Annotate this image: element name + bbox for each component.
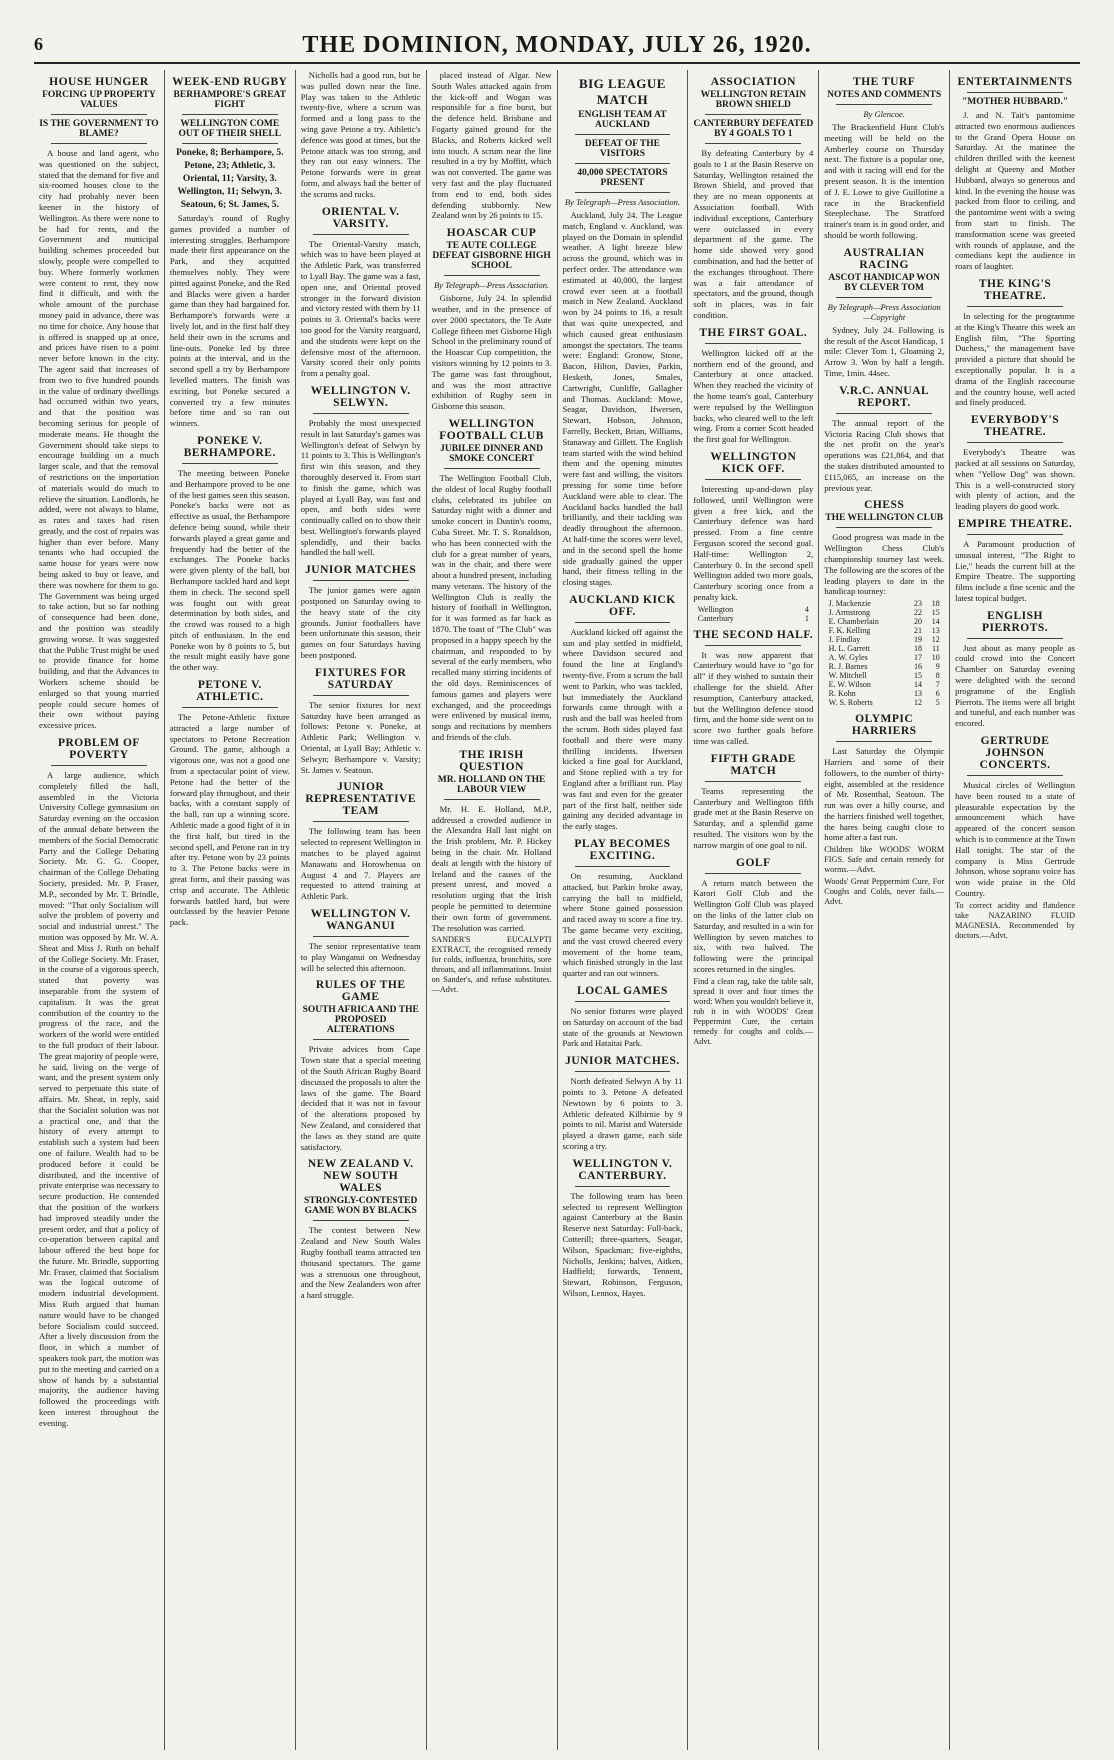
games-played: 16 [914,662,923,672]
page-number: 6 [34,34,43,54]
rule-divider [51,765,147,766]
rule-divider [575,622,671,623]
rule-divider [967,534,1063,535]
paragraph: The contest between New Zealand and New South Wales Rugby football teams attracted ten thousand spectators. The game was a strenuous one throughout, and the New Zealanders won after a hard struggle. [300,1225,421,1301]
headline: WELLINGTON V. CANTERBURY. [572,1157,673,1182]
headline: EVERYBODY'S THEATRE. [970,414,1060,439]
games-won: 8 [935,671,940,681]
subheadline: WELLINGTON RETAIN BROWN SHIELD [700,90,807,110]
headline: PETONE V. ATHLETIC. [196,679,264,704]
score-table [696,605,811,623]
article-text [39,770,159,1429]
team-name: Wellington [697,604,734,614]
headline: THE IRISH QUESTION [459,748,524,773]
article-text [301,826,421,902]
article-text [301,1044,421,1152]
paragraph: Saturday's round of Rugby games provided a number of interesting struggles. Berhampore made their first appearance on the Park, and they acquitted themselves nobly. They were pitted against Poneke, and the Red and Blacks were given a harder game than they had bargained for. Berhampore's forwards were a lively lot, and in the first half they held their own in the scrums and line-outs. Poneke led by three points at the interval, and in the second spell a try by Berhampore levelled matters. The finish was exciting, but Poneke secured a converted try a few minutes before time and so ran out winners. [169,213,290,429]
rule-divider [313,1220,409,1221]
chess-row [827,644,942,653]
paragraph: Wellington kicked off at the northern end of the ground, and Canterbury at once attacked. When they reached the vicinity of the home team's goal, Canterbury were repulsed by the Wellington backs, who cleared well to the left wing. From a corner Scott headed the first goal for Wellington. [693,347,814,445]
subheadline: WELLINGTON COME OUT OF THEIR SHELL [178,119,282,139]
paragraph: The Oriental-Varsity match, which was to have been played at the Athletic Park, was transferred to Lyall Bay. The game was a fast, open one, and Oriental proved stronger in the forward division and victory rested with them by 11 points to 3. Oriental's backs were too good for the Varsity rearguard, and the students were kept on the defensive most of the afternoon. Varsity scored their only points from a penalty goal. [300,238,421,379]
masthead [34,32,1080,64]
headline: THE KING'S THEATRE. [978,277,1052,302]
byline: By Telegraph—Press Association. [433,280,550,291]
rule-divider [575,134,671,135]
headline: THE SECOND HALF. [693,628,814,641]
headline: FIFTH GRADE MATCH [710,752,796,777]
games-played: 18 [914,644,923,654]
article-text [301,70,421,200]
rule-divider [575,1001,671,1002]
article-text [563,1191,683,1299]
games-won: 6 [935,689,940,699]
player-name: W. S. Roberts [828,698,873,708]
chess-row [827,671,942,680]
paragraph: Gisborne, July 24. In splendid weather, and in the presence of over 2000 spectators, the Te Aute College fifteen met Gisborne High School in the preliminary round of the Hoascar Cup competition, the visitors winning by 12 points to 3. The game was fast throughout, and was the most attractive exhibition of Rugby seen in Gisborne this season. [431,293,552,412]
paragraph: On resuming, Auckland attacked, but Parkin broke away, carrying the ball to midfield, where Stone gained possession and raced away to score a fine try. The game became very exciting, and the vast crowd cheered every movement of the home team, which finished strongly in the last quarter and ran out winners. [562,871,683,979]
rule-divider [705,343,801,344]
match-result: Poneke, 8; Berhampore, 5. [176,148,284,158]
subheadline: IS THE GOVERNMENT TO BLAME? [39,119,159,139]
paragraph: No senior fixtures were played on Saturday on account of the bad state of the grounds at Newtown Park and Hataitai Park. [562,1006,683,1049]
games-won: 9 [935,662,940,672]
paragraph: placed instead of Algar. New South Wales attacked again from the kick-off and Wogan was responsible for a fine burst, but the defence held. Brisbane and Fogarty gained ground for the Blacks, and Roberts kicked well into touch. A scrum near the line resulted in a try by Moffitt, which was not converted. The game was very fast and the play fluctuated from end to end, both sides defending stubbornly. New Zealand won by 26 points to 15. [431,70,552,221]
column-6 [687,70,818,1750]
headline: NEW ZEALAND V. NEW SOUTH WALES [307,1158,414,1195]
games-won: 12 [931,635,940,645]
rule-divider [836,104,932,105]
subheadline: MR. HOLLAND ON THE LABOUR VIEW [437,774,546,795]
match-result: Wellington, 11; Selwyn, 3. [177,187,283,197]
chess-scores-table [827,599,942,707]
games-played: 15 [914,671,923,681]
paragraph: It was now apparent that Canterbury would have to "go for all" if they wished to sustain their challenge for the shield. After resumption, Canterbury attacked, but the Wellington defence stood firm, and the home side went on to score two further goals before time was called. [693,649,814,747]
article-text [432,804,552,934]
headline: WELLINGTON FOOTBALL CLUB [439,417,544,442]
subheadline: "MOTHER HUBBARD." [962,97,1069,107]
chess-row [827,599,942,608]
rule-divider [313,580,409,581]
rule-divider [575,163,671,164]
rule-divider [575,1071,671,1072]
paragraph: Auckland, July 24. The League match, England v. Auckland, was played on the Domain in splendid weather. A light breeze blew across the ground, which was in perfect order. The attendance was estimated at 40,000, the largest crowd ever seen at a football match in New Zealand. Auckland won by 24 points to 16, a result that was quite unexpected, and which caused great enthusiasm amongst the spectators. The teams were: England: Gronow, Stone, Bacon, Hilton, Davies, Parkin, Hesketh, Jones, Smales, Cartwright, Cunliffe, Gallagher and Thomas. Auckland: Mowe, Seagar, Davidson, Ifwersen, Stewart, Hobson, Johnson, Farrelly, Beckett, Brian, Williams, Stanaway and Gillett. The English team started with the wind behind them and the opening minutes were fast and willing, the visitors pressing for some time before Auckland were able to clear. The Auckland backs handled the ball brilliantly, and their tackling was deadly throughout the afternoon. At half-time the scores were level, and in the second spell the home side gradually gained the upper hand, their fitness telling in the closing stages. [562,210,683,588]
player-name: W. Mitchell [828,671,867,681]
headline: JUNIOR MATCHES [305,564,417,577]
chess-row [827,680,942,689]
headline: HOASCAR CUP [446,227,537,240]
article-text [563,627,683,832]
rule-divider [836,741,932,742]
chess-row [827,662,942,671]
headline: GOLF [736,856,771,869]
article-text [955,311,1075,408]
article-text [824,532,944,597]
rule-divider [575,192,671,193]
article-text [170,213,290,429]
article-text [301,418,421,558]
player-name: J. Mackenzie [828,599,871,609]
rule-divider [51,114,147,115]
article-text [301,941,421,973]
chess-row [827,653,942,662]
headline: AUCKLAND KICK OFF. [569,593,676,618]
chess-row [827,635,942,644]
rule-divider [182,143,278,144]
column-1 [34,70,164,1750]
headline: ASSOCIATION [710,76,796,88]
article-text [170,712,290,928]
chess-row [827,626,942,635]
paragraph: A house and land agent, who was questioned on the subject, stated that the demand for five and six-roomed houses close to the city had probably never been keener in the history of Wellington. As there were none to be had for rents, and the Government and municipal building schemes proceeded but slowly, people were compelled to buy. Where formerly workmen were content to rent, they now find it difficult, and with the whole amount of the purchase money paid in advance, there was no time for choice. Any house that is offered is snapped up at once, and prices have risen to a point never before known in the city. The agent said that increases of from two to five hundred pounds in the value of ordinary dwellings had occurred within two years, and that the position was becoming serious for people of moderate means. He thought the Government should take steps to encourage building on a much larger scale, and that the removal of restrictions on the importation of materials would do much to relieve the situation. Landlords, he added, were not always to blame, as rates and taxes had risen greatly, and the cost of repairs was higher than ever before. Many tenants who had occupied the same house for years were now being asked to buy or leave, and there was nowhere for them to go. The Government was being urged to take action, but so far nothing of consequence had been done, and the position was steadily growing worse. It was suggested that the Public Trust might be used to provide finance for home building, and that the Advances to Workers scheme should be enlarged so that young married people could secure homes of their own without paying excessive prices. [39,148,159,731]
article-text [301,1225,421,1301]
rule-divider [444,275,540,276]
player-name: E. Chamberlain [828,617,879,627]
rule-divider [51,143,147,144]
chess-row [827,689,942,698]
paragraph: The junior games were again postponed on Saturday owing to the heavy state of the city grounds. Junior footballers have been unfortunate this season, their games on four Saturdays having been postponed. [300,585,421,661]
article-text [693,650,813,747]
chess-row [827,698,942,707]
newspaper-title: THE DOMINION, MONDAY, JULY 26, 1920. [302,32,812,58]
paragraph: The Petone-Athletic fixture attracted a large number of spectators to Petone Recreation Ground. The game, although a vigorous one, was not a good one from a spectacular point of view. Petone had the better of the forward play throughout, and their backs, with a constant supply of the ball, ran up a winning score. Athletic made a good fight of it in the first half, but tired in the second spell, and Petone ran in try after try. Petone won by 23 points to 3. The Petone backs were in great form, and their passing was crisp and accurate. The Athletic forwards battled hard, but were outclassed by the heavier Petone pack. [169,712,290,928]
headline: FIXTURES FOR SATURDAY [315,666,407,691]
headline: PONEKE V. BERHAMPORE. [183,434,276,459]
rule-divider [313,234,409,235]
rule-divider [705,873,801,874]
rule-divider [444,799,540,800]
article-text [693,786,813,851]
games-played: 14 [914,680,923,690]
byline: By Glencoe. [863,109,905,119]
headline: EMPIRE THEATRE. [957,517,1073,530]
games-played: 21 [914,626,923,636]
article-text [563,871,683,979]
column-8 [949,70,1080,1750]
article-text [824,325,944,379]
subheadline: DEFEAT OF THE VISITORS [584,139,660,159]
headline: JUNIOR REPRESENTATIVE TEAM [305,781,417,818]
article-text [39,148,159,731]
headline: PLAY BECOMES EXCITING. [574,838,671,863]
rule-divider [705,114,801,115]
headline: RULES OF THE GAME [315,979,406,1004]
byline: By Telegraph—Press Association—Copyright [827,301,941,322]
article-text [301,700,421,776]
games-played: 13 [914,689,923,699]
paragraph: Private advices from Cape Town state that a special meeting of the South African Rugby Board discussed the proposals to alter the laws of the game. The Board decided that it was not in favour of the alterations proposed by New Zealand, and considered that the laws as they stand are quite satisfactory. [300,1044,421,1152]
match-result: Seatoun, 6; St. James, 5. [180,200,279,210]
paragraph: Mr. H. E. Holland, M.P., addressed a crowded audience in the Alexandra Hall last night on the Irish problem, Mr. P. Hickey being in the chair. Mr. Holland dealt at length with the history of Ireland and the causes of the present unrest, and moved a resolution urging that the Irish people be permitted to determine their own form of government. The resolution was carried. [431,803,552,933]
headline: OLYMPIC HARRIERS [851,713,917,738]
headline: PROBLEM OF POVERTY [57,737,140,762]
subheadline: SOUTH AFRICA AND THE PROPOSED ALTERATIONS [302,1005,419,1036]
article-text [824,122,944,241]
paragraph: J. and N. Tait's pantomime attracted two enormous audiences to the Grand Opera House on Saturday. At the matinee the children thrilled with the keenest delight at Queeny and Mother Hubbard, always so generous and kind. In the evening the house was packed from floor to ceiling, and the pantomime went with a swing from start to finish. The transformation scene was greeted with rounds of applause, and the comedians kept the audience in roars of laughter. [955,110,1075,272]
rule-divider [182,463,278,464]
article-text [693,348,813,445]
headline: JUNIOR MATCHES. [565,1055,680,1068]
subheadline: THE WELLINGTON CLUB [825,513,944,524]
rule-divider [967,638,1063,639]
team-name: Canterbury [697,613,734,623]
advertisement: Find a clean rag, take the table salt, spread it over and four times the word: When you wouldn't believe it, rub it in with WOODS' Great Peppermint Cure, the certain remedy for coughs and colds.—Advt. [693,976,814,1046]
headline: AUSTRALIAN RACING [843,246,925,271]
rule-divider [705,143,801,144]
article-text [432,70,552,221]
paragraph: A large audience, which completely filled the hall, assembled in the Victoria University College gymnasium on Saturday evening on the occasion of the annual debate between the members of the Social Democratic Party and the College Debating Society. Mr. G. G. Cooper, chairman of the College Debating Society, presided. Mr. P. Fraser, M.P., seconded by Mr. T. Brindle, moved: "That only Socialism will solve the problem of poverty and social and industrial unrest." The motion was opposed by Mr. W. A. Sheat and Miss J. Ruth on behalf of the College Society. Mr. Fraser, in the course of a vigorous speech, stated that poverty was inseparable from the system of capitalism. It was the great contribution of the country to the progress of the race, and the workers of the world were entitled to the full product of their labour. The great majority of people were, he said, living on the verge of want, and the present system only served to perpetuate this state of affairs. Mr. Sheat, in reply, said that the Socialist solution was not a practical one, and that the history of every attempt to establish such a system had been one of failure. Wealth had to be produced before it could be distributed, and the incentive of private enterprise was necessary to secure production. He contended that the position of the workers had improved steadily under the present order, and that a policy of co-operation between capital and labour offered the best hope for the future. Mr. Brindle, supporting Mr. Fraser, claimed that Socialism was the logical outcome of modern industrial development. Miss Ruth argued that human nature would have to be changed before Socialism could succeed. After a lively discussion from the floor, in which a number of speakers took part, the motion was put to the meeting and carried on a show of hands by a substantial majority, the audience having followed the proceedings with keen interest throughout the evening. [39,770,159,1428]
columns [34,70,1080,1750]
column-4 [426,70,557,1750]
headline: WELLINGTON V. WANGANUI [310,908,411,933]
player-name: A. W. Gyles [828,653,868,663]
paragraph: Teams representing the Canterbury and Wellington fifth grade met at the Basin Reserve on Saturday, and a splendid game resulted. The visitors won by the narrow margin of one goal to nil. [693,785,814,850]
advertisement: Woods' Great Peppermint Cure, For Coughs and Colds, never fails.—Advt. [824,877,945,907]
headline: WEEK-END RUGBY [172,76,288,88]
headline: LOCAL GAMES [577,985,668,997]
paragraph: The Wellington Football Club, the oldest of local Rugby football clubs, celebrated its jubilee on Saturday night with a dinner and smoke concert in Dustin's rooms, Cuba Street. Mr. T. S. Ronaldson, who has been connected with the club for a great number of years, was in the chair, and there were about a hundred present, including many veterans. The history of the Wellington Club is really the history of football in Wellington, for it was formed as far back as 1870. The toast of "The Club" was proposed in a happy speech by the chairman, and responded to by several of the early members, who recalled many stirring incidents of the old days. Reminiscences of famous games and players were exchanged, and the proceedings were enlivened by musical items, songs and recitations by members and friends of the club. [431,472,552,743]
paragraph: Everybody's Theatre was packed at all sessions on Saturday, when "Yellow Dog" was shown. This is a well-constructed story with plenty of action, and the leading players do good work. [955,447,1075,512]
subheadline: 40,000 SPECTATORS PRESENT [577,168,668,188]
article-text [955,539,1075,604]
article-text [432,293,552,412]
team-score: 1 [804,613,809,623]
column-7 [818,70,949,1750]
article-text [824,746,944,843]
match-result: Oriental, 11; Varsity, 3. [182,174,277,184]
article-text [563,1006,683,1049]
rule-divider [182,707,278,708]
chess-row [827,617,942,626]
paragraph: Musical circles of Wellington have been roused to a state of pleasurable expectation by the announcement which have appeared of the concert season which is to commence at the Town Hall tonight. The star of the company is Miss Gertrude Johnson, whose soprano voice has won wide praise in the Old Country. [955,780,1075,899]
advertisement: Children like WOODS' WORM FIGS. Safe and certain remedy for worms.—Advt. [824,845,945,875]
rule-divider [967,442,1063,443]
games-won: 11 [932,644,940,654]
advertisement: To correct acidity and flatulence take NAZARINO FLUID MAGNESIA. Recommended by doctors.—Advt. [955,900,1075,940]
player-name: J. Findlay [828,635,861,645]
paragraph: The senior representative team to play Wanganui on Wednesday will be selected this afternoon. [300,941,421,973]
headline: ORIENTAL V. VARSITY. [321,205,400,230]
paragraph: Interesting up-and-down play followed, until Wellington were given a free kick, and the Canterbury defence was hard pressed. From a fine centre Ferguson scored the second goal. Half-time: Wellington 2, Canterbury 0. In the second spell Wellington added two more goals, Canterbury scoring once from a penalty kick. [693,483,814,602]
paragraph: The following team has been selected to represent Wellington in matches to be played against Manawatu and Horowhenua on August 4 and 7. Players are requested to attend training at Athletic Park. [300,826,421,902]
subheadline: NOTES AND COMMENTS [827,90,942,100]
article-text [563,210,683,588]
article-text [693,484,813,603]
paragraph: The meeting between Poneke and Berhampore proved to be one of the best games seen this season. Poneke's backs were not as effective as usual, the Berhampore defence being sound, while their forwards played a great game and frequently had the better of the exchanges. The Poneke backs were given plenty of the ball, but Berhampore tackled hard and kept them in check. The second spell was fought out with great determination by both sides, and the crowd was roused to a high pitch of enthusiasm. In the end Poneke won by 8 points to 5, but the result might easily have gone the other way. [169,467,290,673]
paragraph: North defeated Selwyn A by 11 points to 3. Petone A defeated Newtown by 6 points to 3. Athletic defeated Kilbirnie by 9 points to nil. Marist and Waterside played a drawn game, each side scoring a try. [562,1076,683,1151]
article-text [301,239,421,379]
article-text [824,418,944,494]
headline: THE FIRST GOAL. [699,326,808,339]
subheadline: JUBILEE DINNER AND SMOKE CONCERT [440,443,544,464]
games-played: 22 [914,608,923,618]
rule-divider [967,92,1063,93]
rule-divider [967,775,1063,776]
team-score: 4 [804,604,809,614]
games-won: 18 [931,599,940,609]
article-text [693,148,813,321]
games-won: 13 [931,626,940,636]
subheadline: ENGLISH TEAM AT AUCKLAND [578,110,667,130]
player-name: H. L. Garrett [828,644,870,654]
player-name: R. J. Barnes [828,662,868,672]
paragraph: A Paramount production of unusual interest, "The Right to Lie," heads the current bill at the Empire Theatre. The supporting films include a fine scenic and the latest topical budget. [955,538,1075,603]
article-text [955,110,1075,272]
subheadline: ASCOT HANDICAP WON BY CLEVER TOM [828,272,940,293]
rule-divider [313,413,409,414]
headline: THE TURF [853,76,916,88]
subheadline: STRONGLY-CONTESTED GAME WON BY BLACKS [304,1196,418,1217]
subheadline: BERHAMPORE'S GREAT FIGHT [173,90,287,110]
paragraph: The Brackenfield Hunt Club's meeting will be held on the Amberley course on Thursday next. The fixture is a popular one, and with it racing will end for the present season. It is the intention of J. E. Lowe to give Guillotine a race in the Brackenfield Steeplechase. The Stratford trainer's team is in good order, and should be worth following. [824,122,945,240]
match-result: Petone, 23; Athletic, 3. [184,161,276,171]
headline: GERTRUDE JOHNSON CONCERTS. [979,735,1051,772]
paragraph: The following team has been selected to represent Wellington against Canterbury at the Basin Reserve next Saturday: Full-back, Cotterill; three-quarters, Seagar, Wilson, Spackman; five-eighths, Nicholls, Jenkins; halves, Aitken, Hadfield; forwards, Tennent, Stewart, Robinson, Ferguson, Wilson, Lennox, Hayes. [562,1190,683,1298]
paragraph: By defeating Canterbury by 4 goals to 1 at the Basin Reserve on Saturday, Wellington retained the Brown Shield, and proved that they are no mean opponents at Association football. With individual exceptions, Canterbury were outclassed in every department of the game. The home side showed very good combination, and had the better of the exchanges throughout. There was a fair attendance of spectators, and the ground, though soft in places, was in fair condition. [693,148,814,320]
paragraph: Good progress was made in the Wellington Chess Club's championship tourney last week. The following are the scores of the leading players to date in the handicap tourney: [824,532,945,597]
games-won: 7 [935,680,940,690]
games-played: 12 [914,698,923,708]
paragraph: Nicholls had a good run, but he was pulled down near the line. Play was taken to the Athletic twenty-five, where a scrum was formed and a long pass to the wing gave Petone a try. Athletic's defence was good at times, but the Petone attack was too strong, and they ran out easy winners. The Petone forwards were in great form, and always had the better of the scrums and rucks. [300,70,421,199]
headline: CHESS [864,499,905,512]
score-row [696,605,811,614]
rule-divider [967,306,1063,307]
headline: WELLINGTON V. SELWYN. [310,384,411,409]
paragraph: The senior fixtures for next Saturday have been arranged as follows: Petone v. Poneke, at Athletic Park; Wellington v. Oriental, at Lyall Bay; Athletic v. Selwyn; Berhampore v. Varsity; St. James v. Seatoun. [300,699,421,775]
rule-divider [575,866,671,867]
games-won: 5 [935,698,940,708]
article-text [432,473,552,743]
rule-divider [313,821,409,822]
headline: ENTERTAINMENTS [957,76,1073,88]
paragraph: Last Saturday the Olympic Harriers and some of their followers, to the number of thirty-eight, assembled at the residence of Mr. Rosenthal, Seatoun. The run was over a hilly course, and the harriers finished well together, the hares being caught close to home after a fast run. [824,746,945,843]
games-won: 14 [931,617,940,627]
article-text [955,643,1075,729]
rule-divider [836,527,932,528]
byline: By Telegraph—Press Association. [564,197,681,207]
advertisement: SANDER'S EUCALYPTI EXTRACT, the recognised remedy for colds, influenza, bronchitis, sore throats, and all inflammations. Insist on Sander's, and refuse substitutes.—Advt. [431,935,552,995]
subheadline: CANTERBURY DEFEATED BY 4 GOALS TO 1 [693,119,814,139]
headline: HOUSE HUNGER [49,76,149,88]
subheadline: FORCING UP PROPERTY VALUES [42,90,156,110]
headline: V.R.C. ANNUAL REPORT. [839,384,930,409]
paragraph: In selecting for the programme at the King's Theatre this week an English film, "The Sporting Duchess," the management have provided a picture that should be exceptionally popular. It is a drama of the English racecourse and the country house, well acted and finely produced. [955,310,1075,408]
headline: ENGLISH PIERROTS. [981,609,1049,634]
games-won: 10 [931,653,940,663]
column-5 [557,70,688,1750]
rule-divider [836,413,932,414]
paragraph: Auckland kicked off against the sun and play settled in midfield, where Davidson secured and found the line at England's twenty-five. From a scrum the ball went to Parkin, who was tackled, but immediately the Auckland forwards came through with a rush and the ball was heeled from the scrum. Both sides played fast football and there were many thrilling incidents. Ifwersen kicked a fine goal for Auckland, and Stone replied with a try for England after a brilliant run. Play was fast and even for the greater part of the first half, neither side gaining any decided advantage in the early stages. [562,626,683,832]
paragraph: Probably the most unexpected result in last Saturday's games was Wellington's defeat of Selwyn by 11 points to 3. This is Wellington's first win this season, and they thoroughly deserved it. From start to finish the game, which was played at Lyall Bay, was fast and open, and both sides were continually called on to show their best. Wellington's forwards played splendidly, and their backs handled the ball well. [300,417,421,558]
article-text [693,878,813,975]
score-row [696,614,811,623]
rule-divider [313,1039,409,1040]
rule-divider [182,114,278,115]
games-played: 23 [914,599,923,609]
chess-row [827,608,942,617]
article-text [301,585,421,661]
rule-divider [313,936,409,937]
rule-divider [705,479,801,480]
player-name: E. W. Wilson [828,680,871,690]
article-text [955,780,1075,899]
rule-divider [836,297,932,298]
paragraph: Sydney, July 24. Following is the result of the Ascot Handicap, 1 mile: Clever Tom 1, Gloaming 2, Arrow 3. Won by half a length. Time, 1min. 44sec. [824,324,945,378]
subheadline: TE AUTE COLLEGE DEFEAT GISBORNE HIGH SCHOOL [432,241,551,272]
rule-divider [444,468,540,469]
article-text [955,447,1075,512]
column-2 [164,70,295,1750]
games-won: 15 [931,608,940,618]
player-name: F. K. Kelling [828,626,871,636]
article-text [563,1076,683,1152]
rule-divider [313,695,409,696]
paragraph: The annual report of the Victoria Racing Club shows that the net profit on the year's operations was £21,864, and that the stakes distributed amounted to £115,065, an increase on the previous year. [824,417,945,493]
player-name: R. Kohn [828,689,856,699]
headline: WELLINGTON KICK OFF. [710,450,797,475]
games-played: 19 [914,635,923,645]
paragraph: Just about as many people as could crowd into the Concert Chamber on Saturday evening were delighted with the second programme of the English Pierrots. The items were all bright and tuneful, and each number was encored. [955,642,1075,729]
games-played: 17 [914,653,923,663]
paragraph: A return match between the Karori Golf Club and the Wellington Golf Club was played on the links of the latter club on Saturday, and resulted in a win for Wellington by seven matches to six, with two halved. The following were the principal scores returned in the singles. [693,877,814,975]
player-name: J. Armstrong [828,608,870,618]
article-text [170,468,290,673]
games-played: 20 [914,617,923,627]
rule-divider [705,645,801,646]
rule-divider [705,781,801,782]
headline: BIG LEAGUE MATCH [578,76,666,107]
column-3 [295,70,426,1750]
rule-divider [575,1186,671,1187]
